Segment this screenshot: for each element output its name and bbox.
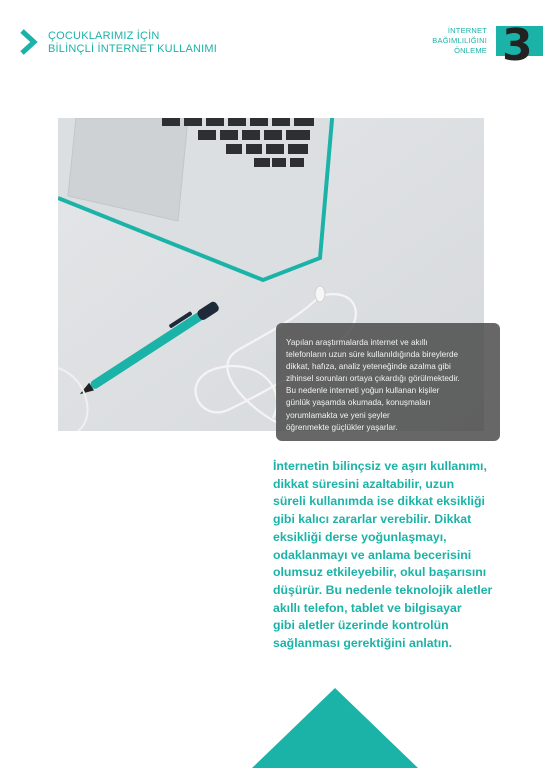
body-line: gibi aletler üzerinde kontrolün xyxy=(273,618,449,633)
caption-line: telefonların uzun süre kullanıldığında bireylerde xyxy=(286,350,459,360)
chapter-label-line-1: İNTERNET xyxy=(447,26,487,35)
body-line: düşürür. Bu nedenle teknolojik aletler xyxy=(273,582,493,597)
decorative-triangle xyxy=(252,688,418,768)
body-line: gibi kalıcı zararlar verebilir. Dikkat xyxy=(273,512,472,527)
body-line: dikkat süresini azaltabilir, uzun xyxy=(273,476,455,491)
chapter-label-line-2: BAĞIMLILIĞINI xyxy=(432,36,487,45)
body-line: eksikliği derse yoğunlaşmayı, xyxy=(273,529,447,544)
chapter-label-line-3: ÖNLEME xyxy=(454,46,487,55)
body-line: olumsuz etkileyebilir, okul başarısını xyxy=(273,565,487,580)
body-paragraph xyxy=(273,458,533,653)
body-line: İnternetin bilinçsiz ve aşırı kullanımı, xyxy=(273,459,487,473)
document-title xyxy=(48,30,217,56)
document-title-line-1: ÇOCUKLARIMIZ İÇİN xyxy=(48,30,160,42)
chevron-right-icon xyxy=(18,28,40,56)
chapter-label xyxy=(377,26,487,56)
caption-line: dikkat, hafıza, analiz yeteneğinde azalma gibi xyxy=(286,362,451,372)
caption-line: zihinsel sorunları ortaya çıkardığı görülmektedir. xyxy=(286,374,460,384)
caption-line: Yapılan araştırmalarda internet ve akıllı xyxy=(286,338,428,347)
document-title-line-2: BİLİNÇLİ İNTERNET KULLANIMI xyxy=(48,43,218,55)
body-line: süreli kullanımda ise dikkat eksikliği xyxy=(273,494,485,509)
caption-line: öğrenmekte güçlükler yaşarlar. xyxy=(286,422,398,432)
caption-line: Bu nedenle interneti yoğun kullanan kişiler xyxy=(286,386,440,396)
body-line: sağlanması gerektiğini anlatın. xyxy=(273,636,453,651)
body-line: odaklanmayı ve anlama becerisini xyxy=(273,547,472,562)
chapter-number: 3 xyxy=(502,20,533,71)
caption-line: yorumlamakta ve yeni şeyler xyxy=(286,410,390,420)
photo-caption xyxy=(276,323,500,441)
body-line: akıllı telefon, tablet ve bilgisayar xyxy=(273,600,462,615)
caption-line: günlük yaşamda okumada, konuşmaları xyxy=(286,398,431,408)
